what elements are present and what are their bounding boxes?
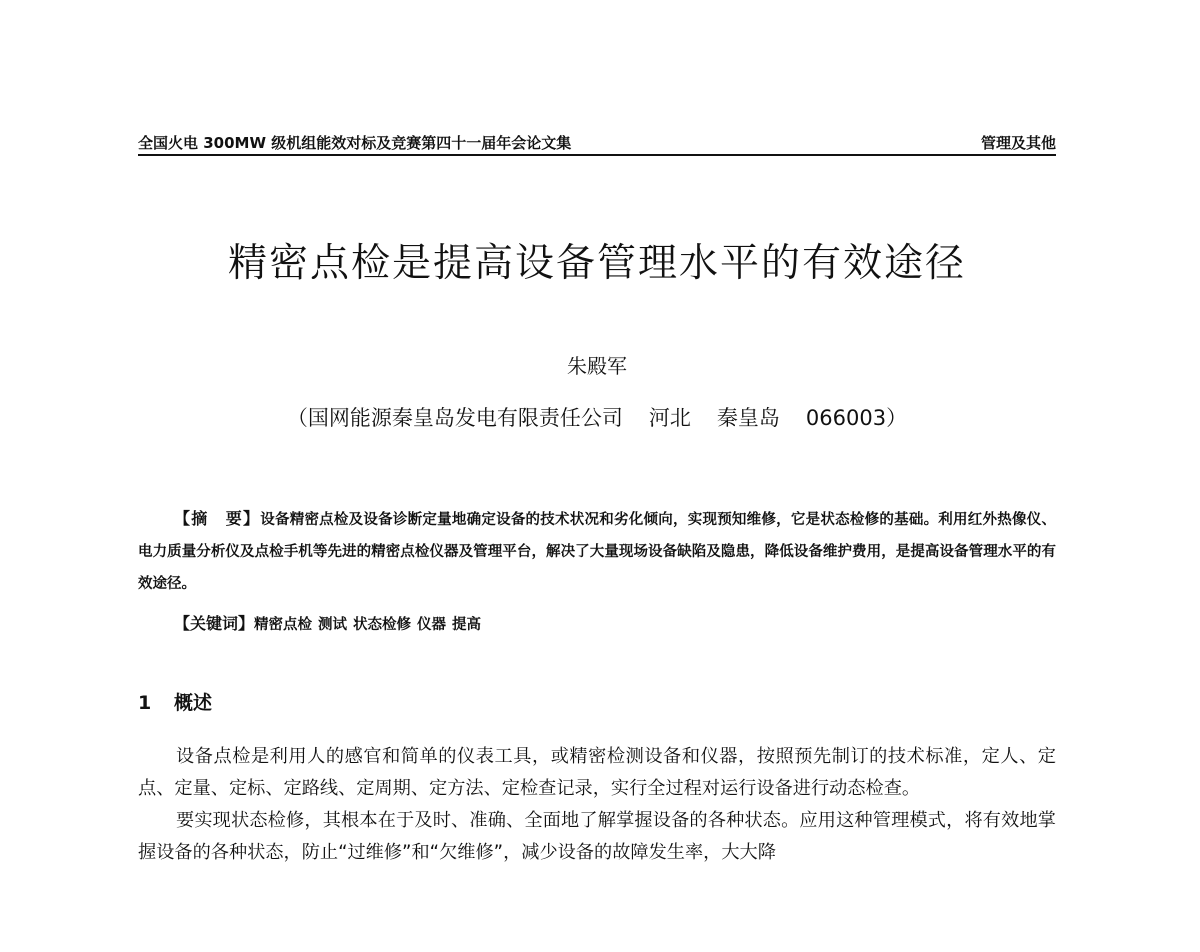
keywords bbox=[174, 611, 487, 634]
section-heading bbox=[138, 688, 212, 715]
running-header-right: 管理及其他 bbox=[980, 134, 1056, 152]
keyword-item: 提高 bbox=[452, 617, 482, 633]
author-name: 朱殿军 bbox=[567, 354, 627, 378]
affiliation-org: （国网能源秦皇岛发电有限责任公司 bbox=[286, 406, 623, 430]
author-affiliation bbox=[138, 402, 1056, 432]
section-body bbox=[138, 741, 1056, 869]
affiliation-city: 秦皇岛 bbox=[716, 406, 780, 430]
running-header-left: 全国火电 300MW 级机组能效对标及竞赛第四十一届年会论文集 bbox=[138, 134, 572, 152]
body-paragraph: 设备点检是利用人的感官和简单的仪表工具，或精密检测设备和仪器，按照预先制订的技术标准，定人、定点、定量、定标、定路线、定周期、定方法、定检查记录，实行全过程对运行设备进行动态检查。 bbox=[138, 746, 1056, 799]
section-title: 概述 bbox=[174, 692, 213, 714]
keyword-item: 测试 bbox=[318, 617, 348, 633]
abstract-text: 设备精密点检及设备诊断定量地确定设备的技术状况和劣化倾向，实现预知维修，它是状态检修的基础。利用红外热像仪、电力质量分析仪及点检手机等先进的精密点检仪器及管理平台，解决了大量现场设备缺陷及隐患，降低设备维护费用，是提高设备管理水平的有效途径。 bbox=[138, 512, 1056, 592]
abstract-paragraph bbox=[138, 503, 1056, 600]
section-number: 1 bbox=[138, 692, 152, 714]
abstract bbox=[138, 503, 1056, 600]
affiliation-postcode: 066003） bbox=[805, 406, 908, 430]
keyword-item: 仪器 bbox=[417, 617, 447, 633]
keyword-item: 精密点检 bbox=[254, 617, 313, 633]
paper-title: 精密点检是提高设备管理水平的有效途径 bbox=[227, 241, 966, 286]
abstract-label: 【摘 要】 bbox=[174, 509, 261, 528]
keywords-label: 【关键词】 bbox=[174, 614, 255, 633]
running-header bbox=[138, 130, 1056, 156]
keyword-item: 状态检修 bbox=[353, 617, 412, 633]
body-paragraph: 要实现状态检修，其根本在于及时、准确、全面地了解掌握设备的各种状态。应用这种管理模式，将有效地掌握设备的各种状态，防止“过维修”和“欠维修”，减少设备的故障发生率，大大降 bbox=[138, 810, 1056, 863]
affiliation-province: 河北 bbox=[648, 406, 691, 430]
